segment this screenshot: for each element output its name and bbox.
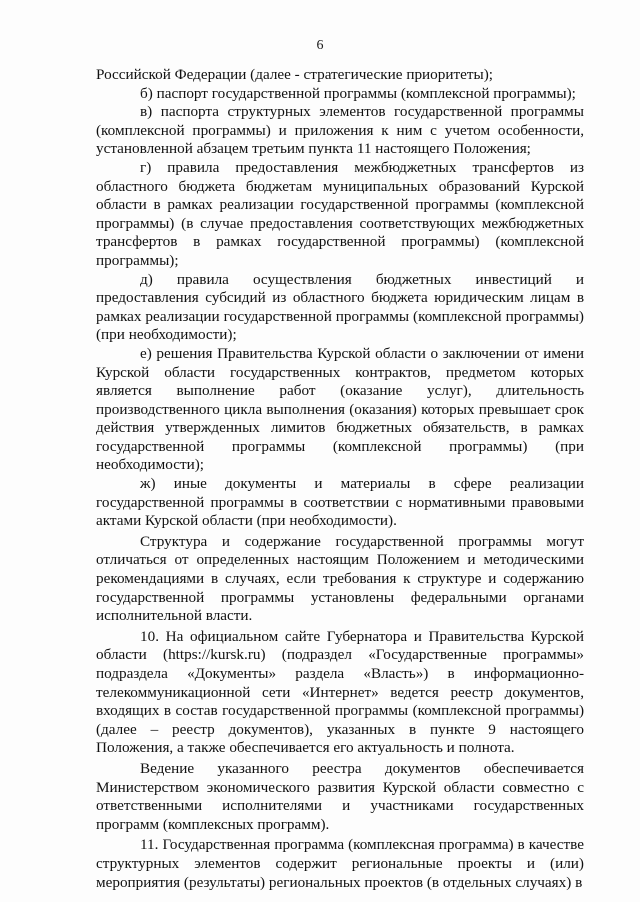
paragraph-item-e: е) решения Правительства Курской области о заключении от имени Курской области государственных контрактов, предметом которых является выполнение работ (оказание услуг), длительность производственного цикла выполнения (оказания) которых превышает срок действия утвержденных лимитов бюджетных обязательств, в рамках государственной программы (комплексной программы) (при необходимости); <box>96 344 584 474</box>
document-body <box>96 66 584 892</box>
page-number: 6 <box>316 38 324 53</box>
paragraph-registry: Ведение указанного реестра документов обеспечивается Министерством экономического развития Курской области совместно с ответственными исполнителями и участниками государственных программ (комплексных программ). <box>96 759 584 833</box>
paragraph-point-10: 10. На официальном сайте Губернатора и Правительства Курской области (https://kursk.ru) (подраздел «Государственные программы» подраздела «Документы» раздела «Власть») в информационно-телекоммуникационной сети «Интернет» ведется реестр документов, входящих в состав государственной программы (комплексной программы) (далее – реестр документов), указанных в пункте 9 настоящего Положения, а также обеспечивается его актуальность и полнота. <box>96 627 584 757</box>
paragraph-point-11: 11. Государственная программа (комплексная программа) в качестве структурных элементов содержит региональные проекты и (или) мероприятия (результаты) региональных проектов (в отдельных случаях) в <box>96 836 584 891</box>
paragraph-item-g: г) правила предоставления межбюджетных трансфертов из областного бюджета бюджетам муниципальных образований Курской области в рамках реализации государственной программы (комплексной программы) (в случае предоставления соответствующих межбюджетных трансфертов в рамках государственной программы) (комплексной программы); <box>96 158 584 269</box>
paragraph-item-zh: ж) иные документы и материалы в сфере реализации государственной программы в соответствии с нормативными правовыми актами Курской области (при необходимости). <box>96 475 584 530</box>
paragraph-item-d: д) правила осуществления бюджетных инвестиций и предоставления субсидий из областного бюджета юридическим лицам в рамках реализации государственной программы (комплексной программы) (при необходимости); <box>96 270 584 344</box>
paragraph-continuation: Российской Федерации (далее - стратегические приоритеты); <box>96 66 493 83</box>
paragraph-structure: Структура и содержание государственной программы могут отличаться от определенных настоящим Положением и методическими рекомендациями в случаях, если требования к структуре и содержанию государственной программы установлены федеральными органами исполнительной власти. <box>96 532 584 625</box>
paragraph-item-v: в) паспорта структурных элементов государственной программы (комплексной программы) и приложения к ним с учетом особенности, установленной абзацем третьим пункта 11 настоящего Положения; <box>96 103 584 158</box>
paragraph-item-b: б) паспорт государственной программы (комплексной программы); <box>140 84 576 102</box>
